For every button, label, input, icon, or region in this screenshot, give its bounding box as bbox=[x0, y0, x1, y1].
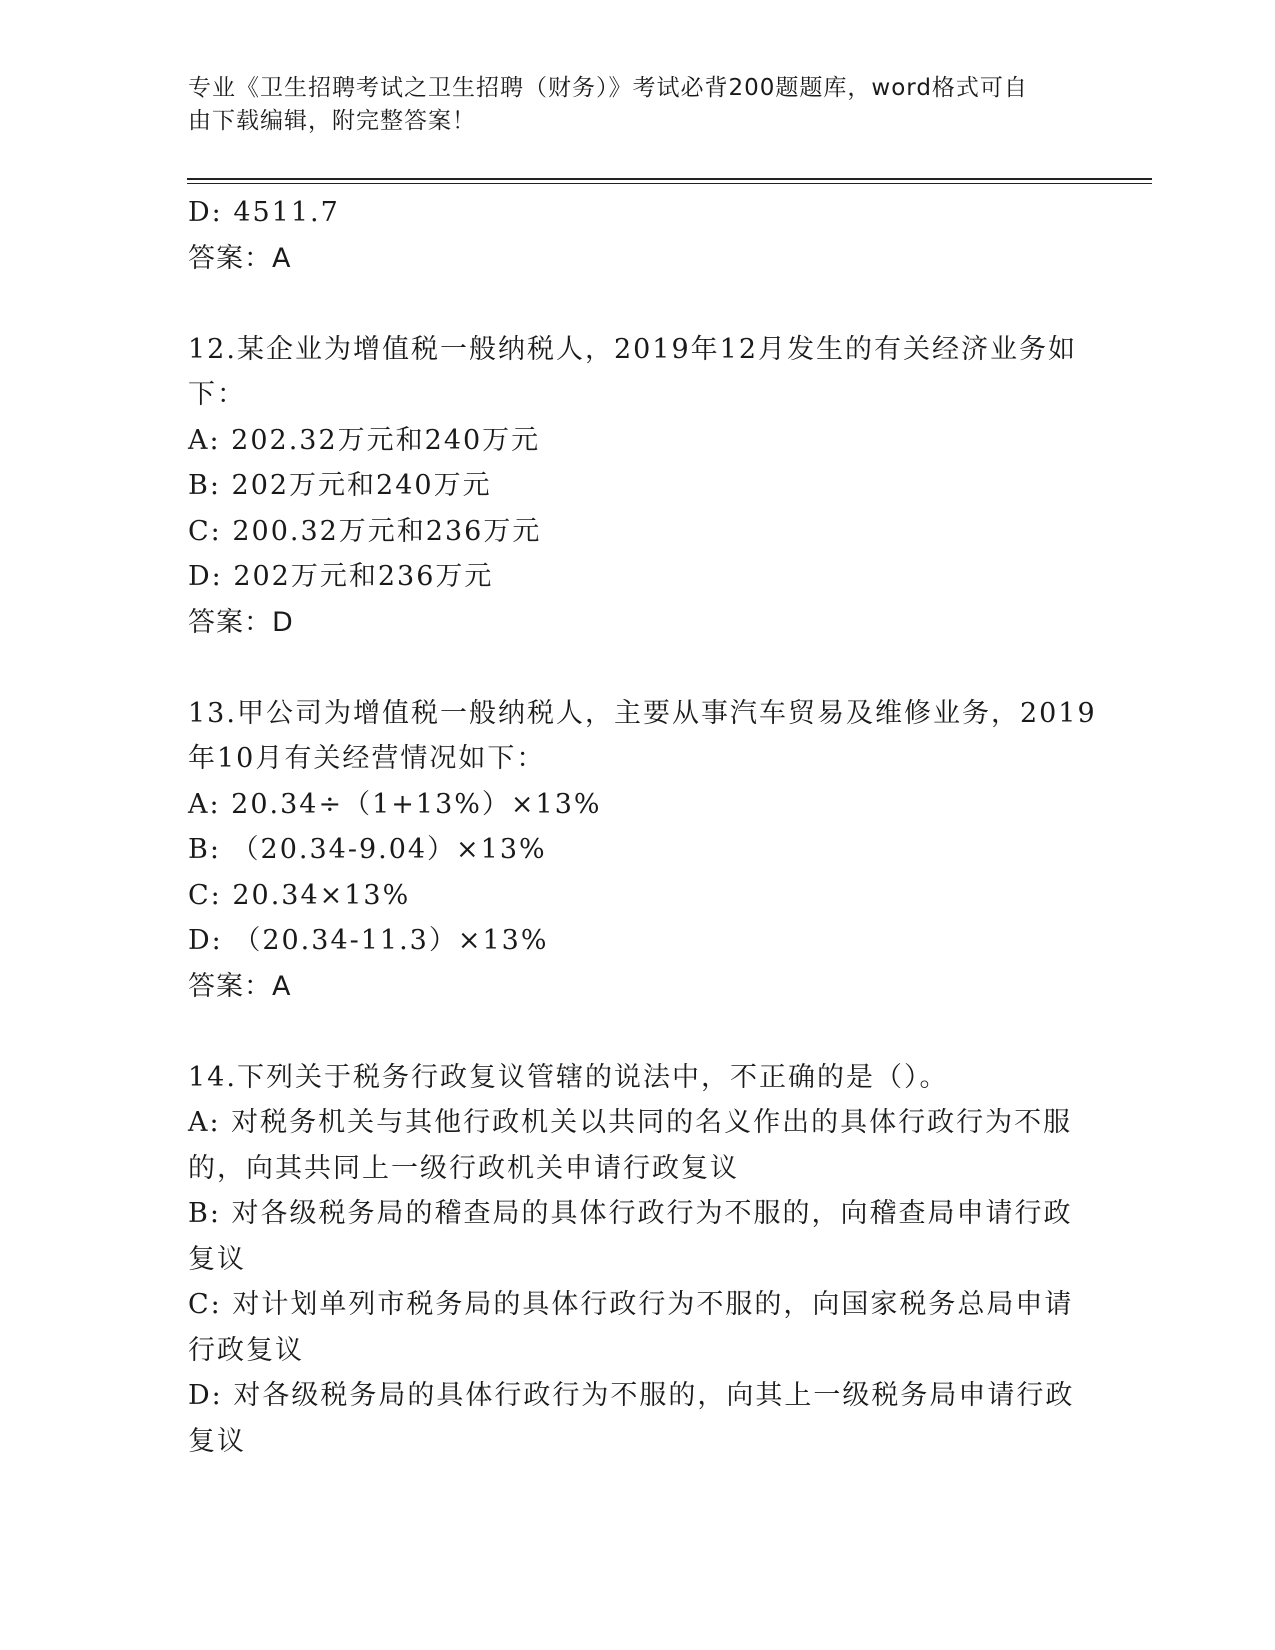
header-line: 专业《卫生招聘考试之卫生招聘（财务）》考试必背200题题库，word格式可自 bbox=[188, 75, 1028, 101]
option-c-continued: 行政复议 bbox=[188, 1334, 304, 1366]
answer: 答案：D bbox=[188, 606, 294, 638]
option-a: A: 20.34÷（1+13%）×13% bbox=[188, 788, 602, 820]
option-b: B: （20.34-9.04）×13% bbox=[188, 834, 547, 865]
spacer bbox=[188, 645, 1088, 691]
option-d-continued: 复议 bbox=[188, 1425, 246, 1457]
option-a-continued: 的，向其共同上一级行政机关申请行政复议 bbox=[188, 1152, 739, 1184]
header-divider-thin bbox=[187, 183, 1152, 184]
answer: 答案：A bbox=[188, 970, 292, 1002]
header-line: 由下载编辑，附完整答案！ bbox=[188, 108, 476, 134]
option-d: D: 对各级税务局的具体行政行为不服的，向其上一级税务局申请行政 bbox=[188, 1380, 1075, 1411]
header-divider bbox=[187, 178, 1152, 180]
option-a: A: 对税务机关与其他行政机关以共同的名义作出的具体行政行为不服 bbox=[188, 1107, 1073, 1138]
question-stem: 下： bbox=[188, 379, 246, 410]
option-c: C: 对计划单列市税务局的具体行政行为不服的，向国家税务总局申请 bbox=[188, 1289, 1074, 1320]
question-stem: 年10月有关经营情况如下： bbox=[188, 743, 546, 774]
option-d: D: 202万元和236万元 bbox=[188, 561, 494, 592]
option-d: D: （20.34-11.3）×13% bbox=[188, 925, 549, 956]
answer: 答案：A bbox=[188, 242, 292, 274]
option-c: C: 20.34×13% bbox=[188, 879, 411, 911]
question-stem: 13.甲公司为增值税一般纳税人，主要从事汽车贸易及维修业务，2019 bbox=[188, 697, 1097, 729]
question-list bbox=[188, 190, 1097, 1464]
option-d: D: 4511.7 bbox=[188, 197, 340, 228]
spacer bbox=[188, 1009, 1088, 1055]
option-c: C: 200.32万元和236万元 bbox=[188, 515, 542, 547]
question-12 bbox=[188, 327, 1088, 646]
question-13 bbox=[188, 691, 1097, 1010]
question-14 bbox=[188, 1055, 1088, 1465]
question-stem: 14.下列关于税务行政复议管辖的说法中，不正确的是（）。 bbox=[188, 1061, 949, 1093]
spacer bbox=[188, 281, 1088, 327]
option-b: B: 对各级税务局的稽查局的具体行政行为不服的，向稽查局申请行政 bbox=[188, 1198, 1073, 1229]
option-a: A: 202.32万元和240万元 bbox=[188, 424, 541, 456]
question-stem: 12.某企业为增值税一般纳税人，2019年12月发生的有关经济业务如 bbox=[188, 333, 1078, 365]
option-b: B: 202万元和240万元 bbox=[188, 470, 492, 501]
option-b-continued: 复议 bbox=[188, 1243, 246, 1275]
document-header bbox=[188, 72, 1068, 138]
